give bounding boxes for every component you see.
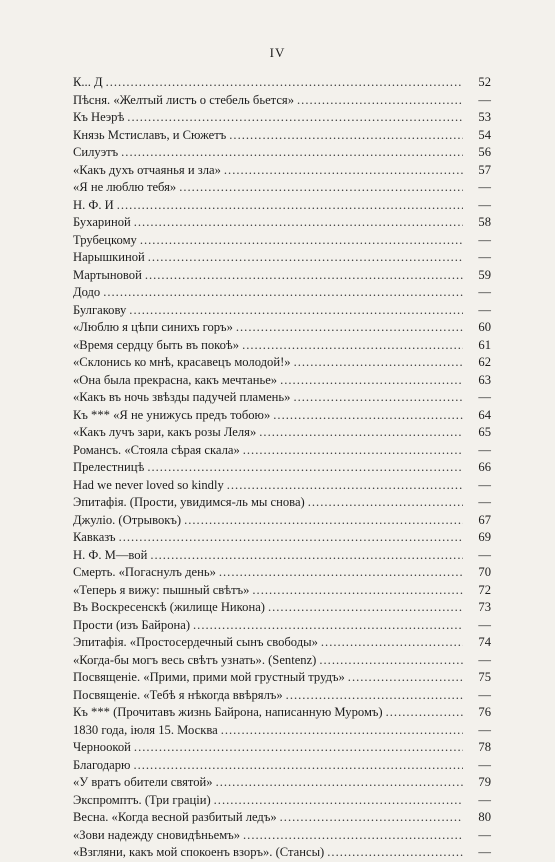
toc-entry-page: — bbox=[478, 722, 491, 737]
toc-entry-page: — bbox=[478, 495, 491, 509]
dot-leader bbox=[150, 547, 463, 565]
toc-entry bbox=[73, 144, 491, 162]
toc-entry-page: 67 bbox=[478, 512, 491, 527]
dot-leader bbox=[236, 319, 463, 337]
toc-entry-page: — bbox=[478, 442, 491, 457]
toc-entry-page: — bbox=[478, 180, 491, 194]
toc-entry-title: Смерть. «Погаснулъ день» bbox=[73, 565, 216, 579]
toc-entry-title: Къ Неэрѣ bbox=[73, 110, 125, 124]
dot-leader bbox=[268, 599, 463, 617]
toc-entry-page: 56 bbox=[478, 145, 491, 159]
toc-entry bbox=[73, 739, 491, 757]
toc-entry-title: «Зови надежду сновидѣньемъ» bbox=[73, 827, 241, 842]
toc-entry-title: Черноокой bbox=[73, 740, 131, 754]
toc-entry bbox=[73, 564, 491, 582]
dot-leader bbox=[294, 354, 463, 372]
toc-entry-title: Трубецкому bbox=[73, 232, 137, 247]
toc-entry bbox=[73, 442, 491, 460]
toc-entry-page: — bbox=[478, 687, 491, 702]
toc-entry bbox=[73, 179, 491, 197]
toc-entry-title: Н. Ф. И bbox=[73, 197, 114, 212]
toc-entry bbox=[73, 844, 491, 862]
dot-leader bbox=[242, 337, 463, 355]
toc-entry bbox=[73, 354, 491, 372]
dot-leader bbox=[321, 634, 463, 652]
dot-leader bbox=[259, 424, 463, 442]
toc-entry bbox=[73, 197, 491, 215]
toc-entry-page: 65 bbox=[478, 425, 491, 439]
toc-entry bbox=[73, 687, 491, 705]
toc-entry-title: Пѣсня. «Желтый листъ о стебель бьется» bbox=[73, 92, 295, 107]
dot-leader bbox=[219, 564, 463, 582]
toc-entry-title: «Какъ въ ночь звѣзды падучей пламень» bbox=[73, 390, 291, 404]
toc-entry bbox=[73, 372, 491, 390]
dot-leader bbox=[148, 249, 463, 267]
toc-entry-title: Бухариной bbox=[73, 215, 131, 229]
toc-entry bbox=[73, 792, 491, 810]
toc-entry bbox=[73, 284, 491, 302]
toc-entry bbox=[73, 109, 491, 127]
dot-leader bbox=[280, 372, 463, 390]
toc-entry bbox=[73, 652, 491, 670]
toc-entry-page: — bbox=[478, 390, 491, 404]
dot-leader bbox=[134, 214, 463, 232]
dot-leader bbox=[121, 144, 463, 162]
dot-leader bbox=[293, 389, 463, 407]
toc-entry-title: «Склонись ко мнѣ, красавецъ молодой!» bbox=[73, 355, 291, 369]
toc-entry-title: Къ *** «Я не унижусь предъ тобою» bbox=[73, 407, 271, 422]
toc-entry-title: 1830 года, іюля 15. Москва bbox=[73, 722, 218, 737]
toc-entry-title: Эпитафія. «Простосердечный сынъ свободы» bbox=[73, 635, 318, 649]
toc-entry bbox=[73, 494, 491, 512]
dot-leader bbox=[286, 687, 463, 705]
toc-entry bbox=[73, 232, 491, 250]
dot-leader bbox=[119, 529, 463, 547]
dot-leader bbox=[147, 459, 463, 477]
toc-entry-page: 59 bbox=[478, 267, 491, 282]
toc-entry-title: Джуліо. (Отрывокъ) bbox=[73, 512, 182, 527]
toc-entry-page: 53 bbox=[478, 110, 491, 124]
dot-leader bbox=[327, 844, 463, 862]
toc-entry bbox=[73, 669, 491, 687]
toc-entry-page: — bbox=[478, 302, 491, 317]
table-of-contents bbox=[73, 74, 491, 862]
toc-entry bbox=[73, 634, 491, 652]
toc-entry-title: Булгакову bbox=[73, 302, 127, 317]
dot-leader bbox=[252, 582, 463, 600]
toc-entry bbox=[73, 547, 491, 565]
toc-entry bbox=[73, 459, 491, 477]
dot-leader bbox=[184, 512, 463, 530]
dot-leader bbox=[216, 774, 463, 792]
toc-entry bbox=[73, 582, 491, 600]
toc-entry-title: Н. Ф. М—вой bbox=[73, 547, 148, 562]
toc-entry-page: 62 bbox=[478, 355, 491, 369]
toc-entry-page: 79 bbox=[478, 775, 491, 789]
dot-leader bbox=[179, 179, 463, 197]
page-number: IV bbox=[269, 45, 286, 60]
toc-entry bbox=[73, 599, 491, 617]
toc-entry bbox=[73, 512, 491, 530]
dot-leader bbox=[280, 809, 463, 827]
toc-entry bbox=[73, 722, 491, 740]
dot-leader bbox=[297, 92, 463, 110]
toc-entry-page: 78 bbox=[478, 740, 491, 754]
dot-leader bbox=[117, 197, 463, 215]
toc-entry-page: — bbox=[478, 652, 491, 667]
toc-entry-title: «Взгляни, какъ мой спокоенъ взоръ». (Стансы) bbox=[73, 845, 325, 859]
toc-entry bbox=[73, 127, 491, 145]
toc-entry bbox=[73, 267, 491, 285]
toc-entry-title: Князь Мстиславъ, и Сюжетъ bbox=[73, 127, 227, 142]
toc-entry bbox=[73, 757, 491, 775]
toc-entry bbox=[73, 704, 491, 722]
toc-entry-title: Нарышкиной bbox=[73, 250, 145, 264]
toc-entry-page: 63 bbox=[478, 372, 491, 387]
dot-leader bbox=[106, 74, 463, 92]
toc-entry-title: «Она была прекрасна, какъ мечтанье» bbox=[73, 372, 278, 387]
toc-entry-title: Додо bbox=[73, 285, 101, 299]
toc-entry-page: — bbox=[478, 792, 491, 807]
dot-leader bbox=[348, 669, 463, 687]
toc-entry-page: — bbox=[478, 285, 491, 299]
dot-leader bbox=[129, 302, 463, 320]
toc-entry bbox=[73, 774, 491, 792]
toc-entry-page: 70 bbox=[478, 565, 491, 579]
toc-entry-page: 76 bbox=[478, 705, 491, 719]
dot-leader bbox=[134, 739, 463, 757]
toc-entry-page: 69 bbox=[478, 530, 491, 544]
toc-entry-page: — bbox=[478, 92, 491, 107]
toc-entry-page: 66 bbox=[478, 460, 491, 474]
toc-entry bbox=[73, 407, 491, 425]
toc-entry-page: — bbox=[478, 845, 491, 859]
dot-leader bbox=[243, 442, 463, 460]
toc-entry-title: «Какъ духъ отчаянья и зла» bbox=[73, 162, 221, 177]
toc-entry bbox=[73, 162, 491, 180]
toc-entry-title: Къ *** (Прочитавъ жизнь Байрона, написанную Муромъ) bbox=[73, 705, 383, 719]
toc-entry-title: Романсъ. «Стояла сѣрая скала» bbox=[73, 442, 240, 457]
toc-entry-page: — bbox=[478, 477, 491, 492]
toc-entry bbox=[73, 214, 491, 232]
toc-entry-title: Силуэтъ bbox=[73, 145, 119, 159]
toc-entry bbox=[73, 809, 491, 827]
toc-entry-page: 80 bbox=[478, 810, 491, 824]
toc-entry-title: «Какъ лучъ зари, какъ розы Леля» bbox=[73, 425, 257, 439]
toc-entry-page: — bbox=[478, 827, 491, 842]
toc-entry-page: 61 bbox=[478, 337, 491, 352]
toc-entry bbox=[73, 302, 491, 320]
toc-entry bbox=[73, 249, 491, 267]
dot-leader bbox=[133, 757, 463, 775]
toc-entry-title: «Теперь я вижу: пышный свѣтъ» bbox=[73, 582, 250, 597]
dot-leader bbox=[308, 494, 463, 512]
toc-entry-page: 52 bbox=[478, 75, 491, 89]
toc-entry-title: Посвященіе. «Тебѣ я нѣкогда ввѣрялъ» bbox=[73, 687, 283, 702]
toc-entry-title: Had we never loved so kindly bbox=[73, 477, 224, 492]
toc-entry-title: Кавказъ bbox=[73, 530, 116, 544]
toc-entry bbox=[73, 424, 491, 442]
dot-leader bbox=[103, 284, 463, 302]
toc-entry-title: Въ Воскресенскѣ (жилище Никона) bbox=[73, 600, 265, 614]
dot-leader bbox=[221, 722, 463, 740]
dot-leader bbox=[243, 827, 463, 845]
toc-entry-page: — bbox=[478, 197, 491, 212]
dot-leader bbox=[227, 477, 463, 495]
toc-entry-title: Эпитафія. (Прости, увидимся-ль мы снова) bbox=[73, 495, 305, 509]
toc-entry-title: «Я не люблю тебя» bbox=[73, 180, 177, 194]
toc-entry-title: Благодарю bbox=[73, 757, 131, 772]
toc-entry-title: «Время сердцу быть въ покоѣ» bbox=[73, 337, 240, 352]
toc-entry bbox=[73, 827, 491, 845]
toc-entry bbox=[73, 74, 491, 92]
toc-entry-page: — bbox=[478, 232, 491, 247]
toc-entry-page: 72 bbox=[478, 582, 491, 597]
dot-leader bbox=[273, 407, 463, 425]
toc-entry-title: Экспромптъ. (Три граціи) bbox=[73, 792, 211, 807]
toc-entry-page: — bbox=[478, 757, 491, 772]
dot-leader bbox=[386, 704, 463, 722]
toc-entry-page: 64 bbox=[478, 407, 491, 422]
toc-entry-page: 54 bbox=[478, 127, 491, 142]
toc-entry bbox=[73, 319, 491, 337]
dot-leader bbox=[193, 617, 463, 635]
toc-entry bbox=[73, 389, 491, 407]
toc-entry bbox=[73, 529, 491, 547]
toc-entry-page: — bbox=[478, 547, 491, 562]
toc-entry-page: 73 bbox=[478, 600, 491, 614]
toc-entry-page: 57 bbox=[478, 162, 491, 177]
toc-entry-title: Мартыновой bbox=[73, 267, 142, 282]
toc-entry-title: Прелестницѣ bbox=[73, 460, 145, 474]
toc-entry bbox=[73, 477, 491, 495]
dot-leader bbox=[319, 652, 463, 670]
toc-entry-page: 75 bbox=[478, 670, 491, 684]
toc-entry-page: 60 bbox=[478, 320, 491, 334]
dot-leader bbox=[140, 232, 463, 250]
toc-entry-title: «Когда-бы могъ весь свѣтъ узнать». (Sentenz) bbox=[73, 652, 317, 667]
dot-leader bbox=[229, 127, 463, 145]
dot-leader bbox=[145, 267, 463, 285]
toc-entry-page: 74 bbox=[478, 635, 491, 649]
toc-entry-title: «У вратъ обители святой» bbox=[73, 775, 213, 789]
toc-entry-title: Посвященіе. «Прими, прими мой грустный трудъ» bbox=[73, 670, 345, 684]
toc-entry-title: К... Д bbox=[73, 75, 103, 89]
toc-entry-page: 58 bbox=[478, 215, 491, 229]
dot-leader bbox=[224, 162, 463, 180]
toc-entry bbox=[73, 337, 491, 355]
toc-entry bbox=[73, 92, 491, 110]
dot-leader bbox=[127, 109, 463, 127]
toc-entry-title: Прости (изъ Байрона) bbox=[73, 617, 191, 632]
toc-entry-title: «Люблю я цѣпи синихъ горъ» bbox=[73, 320, 233, 334]
toc-entry bbox=[73, 617, 491, 635]
toc-entry-page: — bbox=[478, 250, 491, 264]
toc-entry-page: — bbox=[478, 617, 491, 632]
dot-leader bbox=[214, 792, 463, 810]
toc-entry-title: Весна. «Когда весной разбитый ледъ» bbox=[73, 810, 277, 824]
